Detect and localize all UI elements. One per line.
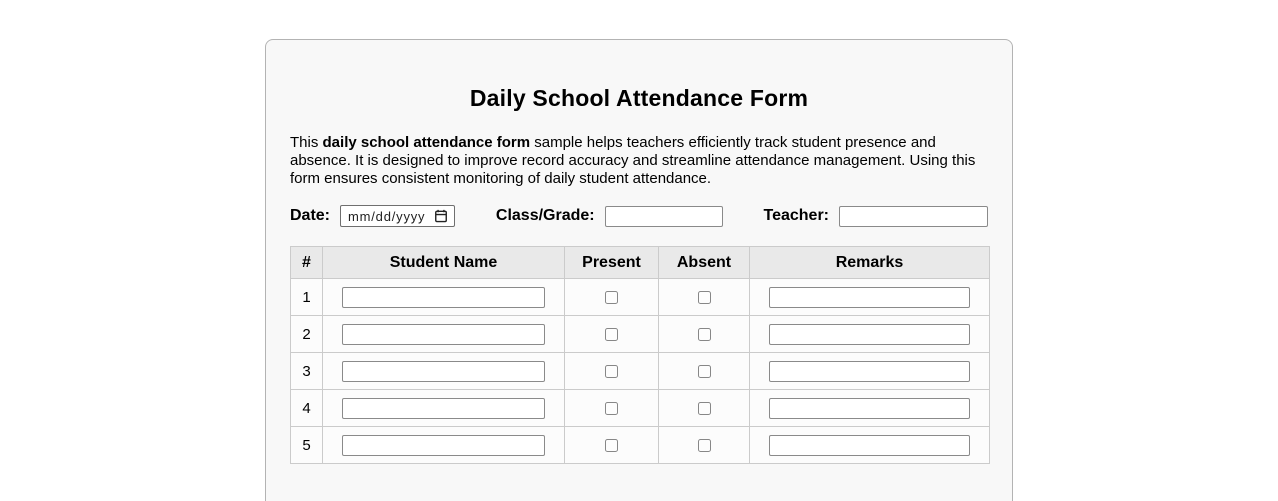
column-header-remarks: Remarks: [750, 247, 990, 279]
teacher-input[interactable]: [839, 206, 988, 227]
teacher-field-group: [763, 206, 988, 227]
date-label: Date:: [290, 207, 331, 224]
class-grade-input[interactable]: [605, 206, 723, 227]
form-description: [290, 134, 988, 188]
date-input[interactable]: [340, 205, 455, 227]
absent-checkbox-5[interactable]: [698, 439, 711, 452]
column-header-number: #: [291, 247, 323, 279]
date-placeholder: mm/dd/yyyy: [348, 208, 426, 224]
present-checkbox-3[interactable]: [605, 365, 618, 378]
column-header-present: Present: [565, 247, 659, 279]
remarks-input-3[interactable]: [769, 361, 970, 382]
column-header-student-name: Student Name: [323, 247, 565, 279]
present-checkbox-2[interactable]: [605, 328, 618, 341]
class-grade-field-group: [496, 206, 723, 227]
table-row: [291, 353, 990, 390]
row-number: 2: [291, 316, 323, 353]
class-grade-label: Class/Grade:: [495, 207, 595, 224]
description-text-end: sample helps teachers efficiently track student presence and absence. It is designed to improve record accuracy and streamline attendance management. Using this form ensures consistent monitoring of daily student attendance.: [290, 134, 976, 187]
row-number: 4: [291, 390, 323, 427]
student-name-input-3[interactable]: [342, 361, 544, 382]
absent-checkbox-4[interactable]: [698, 402, 711, 415]
teacher-label: Teacher:: [763, 207, 829, 224]
page-title: Daily School Attendance Form: [469, 85, 809, 111]
student-name-input-1[interactable]: [342, 287, 544, 308]
remarks-input-5[interactable]: [769, 435, 970, 456]
present-checkbox-4[interactable]: [605, 402, 618, 415]
remarks-input-4[interactable]: [769, 398, 970, 419]
absent-checkbox-2[interactable]: [698, 328, 711, 341]
row-number: 5: [291, 427, 323, 464]
attendance-form-card: [265, 39, 1013, 501]
student-name-input-5[interactable]: [342, 435, 544, 456]
absent-checkbox-3[interactable]: [698, 365, 711, 378]
table-row: [291, 390, 990, 427]
remarks-input-2[interactable]: [769, 324, 970, 345]
table-row: [291, 427, 990, 464]
remarks-input-1[interactable]: [769, 287, 970, 308]
description-bold-keyword: daily school attendance form: [322, 134, 531, 151]
table-header-row: [291, 247, 990, 279]
form-fields-row: [290, 205, 988, 227]
present-checkbox-1[interactable]: [605, 291, 618, 304]
table-row: [291, 279, 990, 316]
description-text-start: This: [290, 134, 323, 151]
student-name-input-4[interactable]: [342, 398, 544, 419]
column-header-absent: Absent: [659, 247, 750, 279]
absent-checkbox-1[interactable]: [698, 291, 711, 304]
date-field-group: [290, 205, 455, 227]
row-number: 3: [291, 353, 323, 390]
table-row: [291, 316, 990, 353]
row-number: 1: [291, 279, 323, 316]
present-checkbox-5[interactable]: [605, 439, 618, 452]
attendance-table: [290, 246, 990, 464]
student-name-input-2[interactable]: [342, 324, 544, 345]
calendar-icon[interactable]: [434, 209, 448, 223]
